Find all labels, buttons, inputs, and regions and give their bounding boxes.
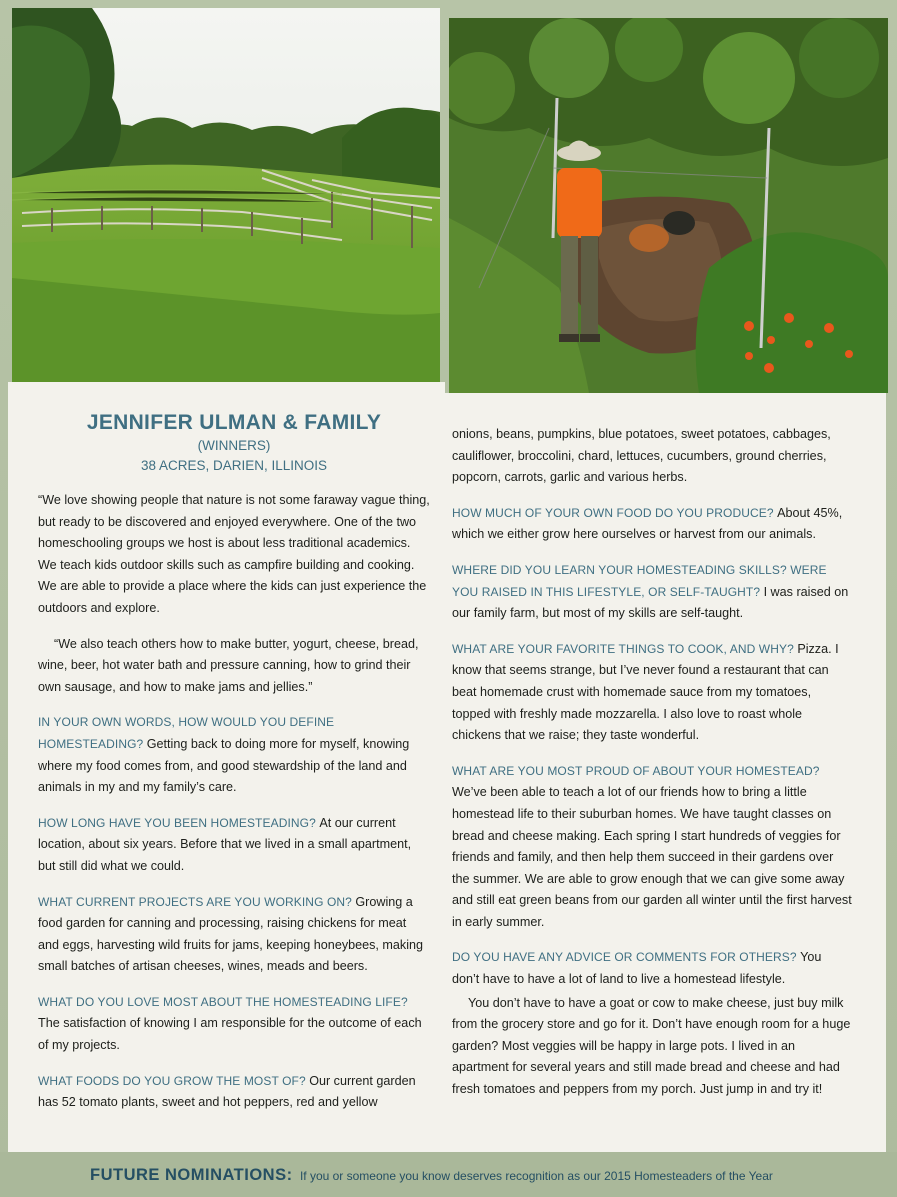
qa-item (452, 947, 852, 990)
future-nominations (90, 1166, 773, 1185)
question: HOW MUCH OF YOUR OWN FOOD DO YOU PRODUCE? (452, 505, 778, 520)
answer: Our current garden has 52 tomato plants, sweet and hot peppers, red and yellow (38, 1073, 416, 1110)
question: HOW LONG HAVE YOU BEEN HOMESTEADING? (38, 815, 320, 830)
intro-paragraph: “We love showing people that nature is not some faraway vague thing, but ready to be discovered and enjoyed everywhere. One of the two homeschooling groups we host is about less traditional academics. We teach kids outdoor skills such as campfire building and cooking. We are able to provide a place where the kids can just experience the outdoors and explore. (38, 493, 430, 615)
question: WHAT CURRENT PROJECTS ARE YOU WORKING ON? (38, 894, 356, 909)
answer: Getting back to doing more for myself, knowing where my food comes from, and good stewardship of the land and animals in my and my family’s care. (38, 736, 410, 795)
garden-illustration (449, 18, 888, 393)
question: DO YOU HAVE ANY ADVICE OR COMMENTS FOR OTHERS? (452, 950, 801, 965)
answer: I was raised on our family farm, but most of my skills are self-taught. (452, 584, 849, 621)
answer-continuation: onions, beans, pumpkins, blue potatoes, sweet potatoes, cabbages, cauliflower, broccolini, chard, lettuces, cucumbers, ground cherries, popcorn, carrots, garlic and various herbs. (452, 427, 831, 485)
question: WHAT DO YOU LOVE MOST ABOUT THE HOMESTEADING LIFE? (38, 994, 408, 1009)
question: WHAT ARE YOUR FAVORITE THINGS TO COOK, AND WHY? (452, 641, 798, 656)
qa-item (452, 639, 852, 747)
answer: We’ve been able to teach a lot of our friends how to bring a little homestead life to their suburban homes. We have taught classes on bread and cheese making. Each spring I start hundreds of veggies for friends and family, and then help them succeed in their gardens over the summer. We are able to grow enough that we can give some away and still eat green beans from our garden all winter until the first harvest in early summer. (452, 785, 852, 929)
footer-label: FUTURE NOMINATIONS: (90, 1166, 293, 1184)
profile-location: 38 ACRES, DARIEN, ILLINOIS (140, 458, 328, 473)
qa-item (38, 892, 430, 978)
pasture-photo (12, 8, 440, 382)
answer: About 45%, which we either grow here ourselves or harvest from our animals. (452, 505, 843, 542)
profile-name: JENNIFER ULMAN & FAMILY (86, 411, 382, 434)
answer: Pizza. I know that seems strange, but I’ve never found a restaurant that can beat homemade crust with homemade sauce from my tomatoes, topped with freshly made mozzarella. I also love to roast whole chickens that we raise; they taste wonderful. (452, 641, 839, 743)
answer: Growing a food garden for canning and processing, raising chickens for meat and eggs, harvesting wild fruits for jams, keeping honeybees, making small batches of artisan cheeses, wines, meads and beers. (38, 894, 424, 974)
qa-item (38, 712, 430, 798)
profile-status: (WINNERS) (197, 438, 271, 453)
qa-item (452, 560, 852, 625)
qa-item (38, 813, 430, 878)
pasture-illustration (12, 8, 440, 382)
answer: You don’t have to have a lot of land to live a homestead lifestyle. (452, 950, 822, 987)
answer: The satisfaction of knowing I am responsible for the outcome of each of my projects. (38, 1016, 422, 1053)
question: WHAT ARE YOU MOST PROUD OF ABOUT YOUR HOMESTEAD? (452, 763, 820, 778)
left-column (38, 398, 430, 1128)
right-column (452, 424, 852, 1115)
question: WHERE DID YOU LEARN YOUR HOMESTEADING SKILLS? WERE YOU RAISED IN THIS LIFESTYLE, OR SELF-TAUGHT? (452, 562, 827, 599)
qa-item (38, 1071, 430, 1114)
question: IN YOUR OWN WORDS, HOW WOULD YOU DEFINE HOMESTEADING? (38, 715, 335, 751)
intro-paragraph: “We also teach others how to make butter, yogurt, cheese, bread, wine, beer, hot water bath and pressure canning, how to grind their own sausage, and how to make jams and jellies.” (38, 636, 419, 694)
qa-item (452, 503, 852, 546)
footer-body: If you or someone you know deserves recognition as our 2015 Homesteaders of the Year (299, 1169, 773, 1183)
answer: At our current location, about six years. Before that we lived in a small apartment, but still did what we could. (38, 815, 412, 873)
qa-item (38, 992, 430, 1057)
qa-item (452, 761, 852, 934)
closing-paragraph: You don’t have to have a goat or cow to make cheese, just buy milk from the grocery store and go for it. Don’t have enough room for a huge garden? Most veggies will be happy in large pots. I lived in an apartment for several years and still made bread and cheese and had fresh tomatoes and peppers from my porch. Just jump in and try it! (452, 995, 851, 1097)
garden-photo (449, 18, 888, 393)
question: WHAT FOODS DO YOU GROW THE MOST OF? (38, 1073, 310, 1088)
profile-header (38, 410, 430, 476)
